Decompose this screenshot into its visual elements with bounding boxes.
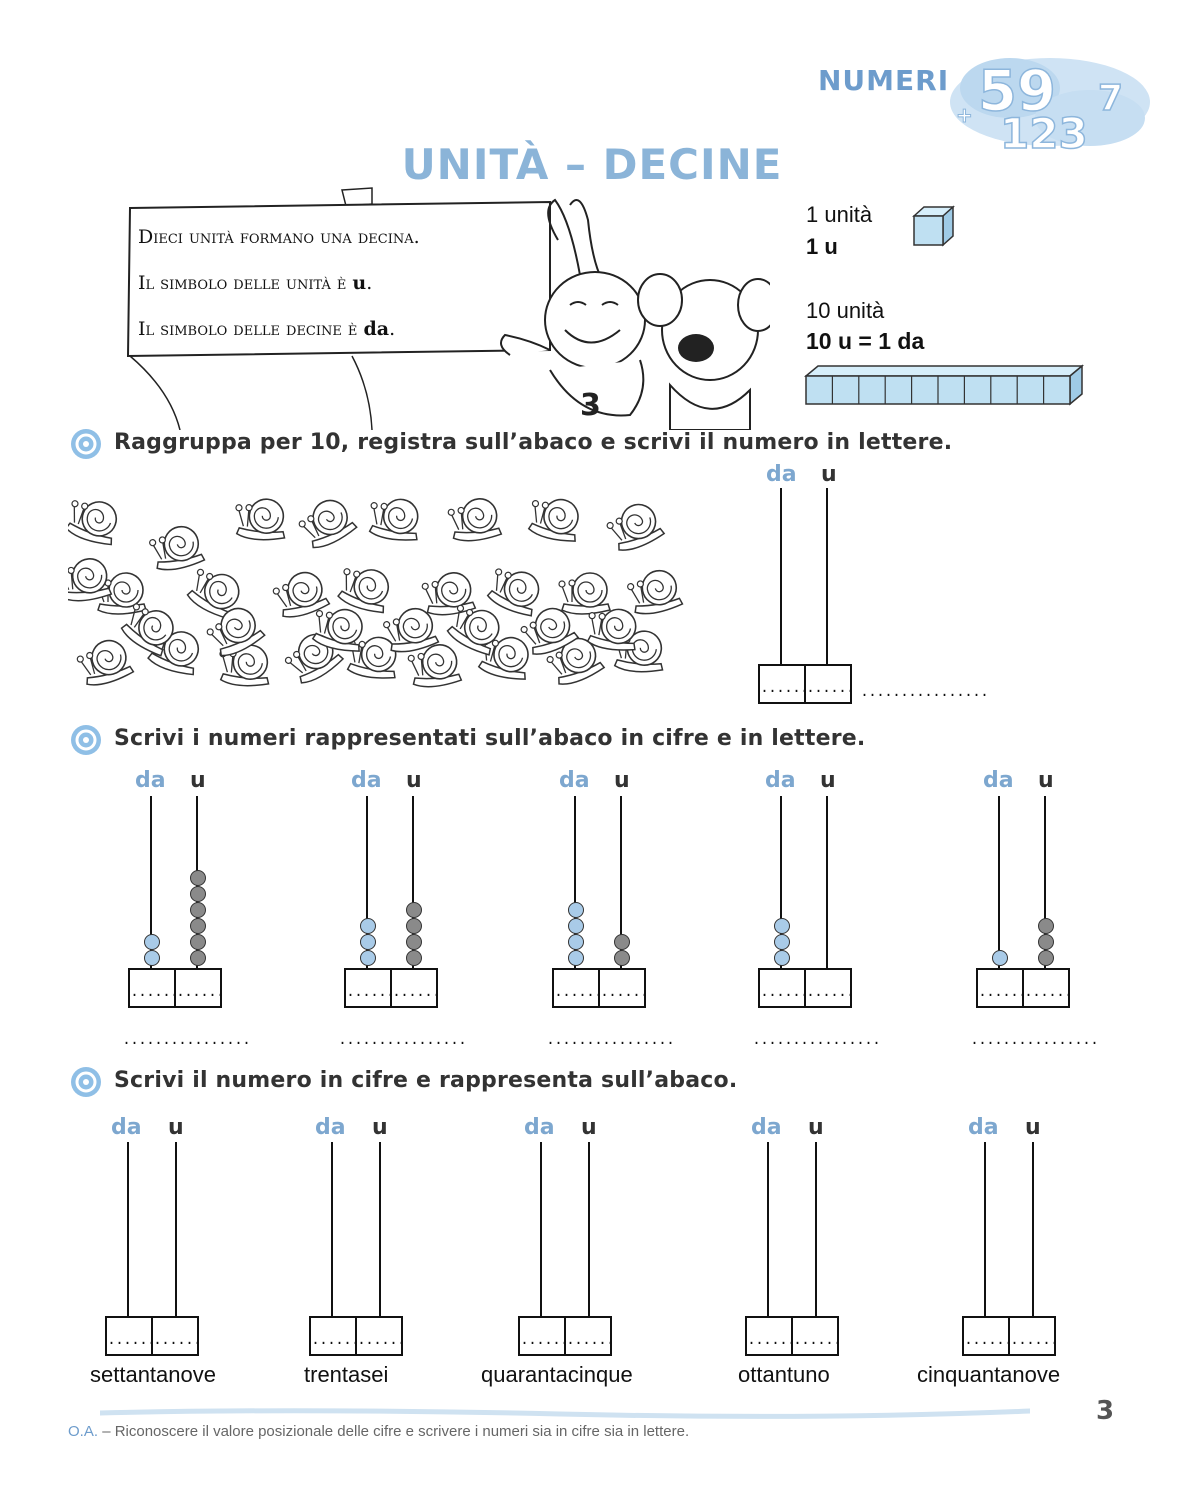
units-bead bbox=[1038, 934, 1054, 950]
abacus-da-label: da bbox=[559, 768, 590, 793]
exercise-2-bullet-icon bbox=[70, 724, 102, 756]
answer-line[interactable]: ................ bbox=[752, 1032, 881, 1049]
abacus-u-box[interactable]: ...... bbox=[1008, 1316, 1056, 1356]
abacus-u-label: u bbox=[820, 768, 836, 793]
tens-bead bbox=[360, 934, 376, 950]
units-bead bbox=[406, 918, 422, 934]
page-number: 3 bbox=[1096, 1396, 1115, 1426]
snail-icon bbox=[483, 561, 547, 620]
units-bead bbox=[190, 902, 206, 918]
objective-text: – Riconoscere il valore posizionale delle cifre e scrivere i numeri sia in cifre sia in lettere. bbox=[102, 1423, 690, 1440]
units-bead bbox=[1038, 918, 1054, 934]
abacus-da-box[interactable]: ...... bbox=[128, 968, 176, 1008]
sign-line-3: Il simbolo delle decine è da. bbox=[138, 318, 396, 340]
abacus-da-label: da bbox=[968, 1115, 999, 1140]
abacus-da-box[interactable]: ...... bbox=[105, 1316, 153, 1356]
abacus-da-label: da bbox=[135, 768, 166, 793]
snail-icon bbox=[233, 497, 287, 542]
ten-rod-icon bbox=[804, 364, 1086, 408]
abacus-u-label: u bbox=[168, 1115, 184, 1140]
abacus-da-label: da bbox=[766, 462, 797, 487]
one-unit-symbol: 1 u bbox=[806, 234, 838, 259]
abacus-da-rod bbox=[331, 1142, 333, 1316]
abacus-u-box[interactable]: ...... bbox=[390, 968, 438, 1008]
page-title: UNITÀ – DECINE bbox=[401, 140, 783, 189]
snail-icon bbox=[75, 636, 135, 689]
tens-bead bbox=[774, 918, 790, 934]
abacus-u-label: u bbox=[614, 768, 630, 793]
unit-cube-icon bbox=[910, 204, 956, 248]
abacus-u-box[interactable]: ...... bbox=[804, 664, 852, 704]
tens-bead bbox=[774, 950, 790, 966]
number-word: trentasei bbox=[304, 1362, 389, 1387]
units-bead bbox=[406, 902, 422, 918]
learning-objective bbox=[68, 1423, 689, 1440]
ten-units-label: 10 unità bbox=[806, 298, 885, 323]
abacus-da-label: da bbox=[351, 768, 382, 793]
abacus-u-label: u bbox=[372, 1115, 388, 1140]
abacus-da-label: da bbox=[524, 1115, 555, 1140]
abacus-u-box[interactable]: ...... bbox=[151, 1316, 199, 1356]
abacus-u-box[interactable]: ...... bbox=[791, 1316, 839, 1356]
abacus-da-label: da bbox=[315, 1115, 346, 1140]
abacus-u-box[interactable]: ...... bbox=[564, 1316, 612, 1356]
abacus-u-box[interactable]: ...... bbox=[174, 968, 222, 1008]
tens-bead bbox=[568, 934, 584, 950]
oa-label: O.A. bbox=[68, 1423, 99, 1440]
abacus-da-rod bbox=[780, 488, 782, 666]
snail-icon bbox=[525, 492, 585, 545]
snail-icon bbox=[366, 494, 423, 543]
abacus-u-box[interactable]: ...... bbox=[355, 1316, 403, 1356]
snail-icon bbox=[334, 560, 396, 616]
exercise-3-instruction: Scrivi il numero in cifre e rappresenta sull’abaco. bbox=[114, 1068, 738, 1093]
exercise-1-bullet-icon bbox=[70, 428, 102, 460]
abacus-da-rod bbox=[984, 1142, 986, 1316]
snail-icon bbox=[626, 567, 683, 616]
abacus-u-rod bbox=[826, 488, 828, 666]
abacus-u-rod bbox=[815, 1142, 817, 1316]
answer-line[interactable]: ................ bbox=[860, 684, 989, 701]
abacus-u-rod bbox=[379, 1142, 381, 1316]
abacus-u-label: u bbox=[1025, 1115, 1041, 1140]
units-bead bbox=[406, 950, 422, 966]
abacus-u-label: u bbox=[581, 1115, 597, 1140]
abacus-da-rod bbox=[127, 1142, 129, 1316]
units-bead bbox=[190, 870, 206, 886]
tens-bead bbox=[144, 934, 160, 950]
snail-icon bbox=[68, 492, 124, 548]
tens-bead bbox=[774, 934, 790, 950]
abacus-u-box[interactable]: ...... bbox=[804, 968, 852, 1008]
sign-text bbox=[138, 214, 420, 352]
tens-bead bbox=[568, 950, 584, 966]
number-word: ottantuno bbox=[738, 1362, 830, 1387]
abacus-u-label: u bbox=[406, 768, 422, 793]
svg-text:3: 3 bbox=[580, 388, 601, 423]
answer-line[interactable]: ................ bbox=[546, 1032, 675, 1049]
svg-text:59: 59 bbox=[978, 59, 1056, 124]
tens-bead bbox=[360, 918, 376, 934]
tens-bead bbox=[360, 950, 376, 966]
abacus-da-box[interactable]: ...... bbox=[518, 1316, 566, 1356]
abacus-u-rod bbox=[1032, 1142, 1034, 1316]
units-bead bbox=[190, 886, 206, 902]
answer-line[interactable]: ................ bbox=[970, 1032, 1099, 1049]
abacus-da-box[interactable]: ...... bbox=[758, 968, 806, 1008]
exercise-1-instruction: Raggruppa per 10, registra sull’abaco e scrivi il numero in lettere. bbox=[114, 430, 953, 455]
snail-icon bbox=[148, 523, 205, 572]
abacus-da-box[interactable]: ...... bbox=[962, 1316, 1010, 1356]
abacus-da-box[interactable]: ...... bbox=[976, 968, 1024, 1008]
svg-text:7: 7 bbox=[1098, 78, 1124, 119]
abacus-u-rod bbox=[826, 796, 828, 968]
abacus-u-box[interactable]: ...... bbox=[598, 968, 646, 1008]
units-bead bbox=[1038, 950, 1054, 966]
units-bead bbox=[614, 934, 630, 950]
abacus-u-rod bbox=[175, 1142, 177, 1316]
units-bead bbox=[406, 934, 422, 950]
one-unit-label: 1 unità bbox=[806, 202, 873, 227]
snail-icon bbox=[295, 494, 359, 553]
abacus-da-box[interactable]: ...... bbox=[344, 968, 392, 1008]
abacus-u-label: u bbox=[808, 1115, 824, 1140]
abacus-da-rod bbox=[767, 1142, 769, 1316]
abacus-u-rod bbox=[588, 1142, 590, 1316]
abacus-da-label: da bbox=[983, 768, 1014, 793]
number-word: quarantacinque bbox=[481, 1362, 633, 1387]
sign-line-1: Dieci unità formano una decina. bbox=[138, 226, 420, 248]
numbers-cloud-icon bbox=[940, 40, 1155, 155]
number-word: cinquantanove bbox=[917, 1362, 1061, 1387]
abacus-u-label: u bbox=[1038, 768, 1054, 793]
tens-bead bbox=[568, 902, 584, 918]
exercise-3-bullet-icon bbox=[70, 1066, 102, 1098]
abacus-u-label: u bbox=[821, 462, 837, 487]
snail-icon bbox=[559, 573, 610, 614]
snail-icon bbox=[68, 557, 112, 602]
footer-brush-line bbox=[100, 1404, 1030, 1420]
abacus-da-rod bbox=[540, 1142, 542, 1316]
snail-icon bbox=[604, 499, 666, 555]
exercise-2-instruction: Scrivi i numeri rappresentati sull’abaco in cifre e in lettere. bbox=[114, 726, 866, 751]
answer-line[interactable]: ................ bbox=[338, 1032, 467, 1049]
units-bead bbox=[190, 934, 206, 950]
tens-bead bbox=[144, 950, 160, 966]
abacus-u-box[interactable]: ...... bbox=[1022, 968, 1070, 1008]
abacus-da-label: da bbox=[751, 1115, 782, 1140]
abacus-da-box[interactable]: ...... bbox=[309, 1316, 357, 1356]
tens-bead bbox=[992, 950, 1008, 966]
abacus-da-box[interactable]: ...... bbox=[745, 1316, 793, 1356]
abacus-da-box[interactable]: ...... bbox=[552, 968, 600, 1008]
sign-line-2: Il simbolo delle unità è u. bbox=[138, 272, 373, 294]
abacus-da-label: da bbox=[111, 1115, 142, 1140]
abacus-da-box[interactable]: ...... bbox=[758, 664, 806, 704]
abacus-da-rod bbox=[998, 796, 1000, 968]
snails-illustration bbox=[68, 480, 688, 710]
units-bead bbox=[190, 918, 206, 934]
section-label: NUMERI bbox=[818, 64, 950, 97]
ten-units-symbol: 10 u = 1 da bbox=[806, 328, 925, 354]
number-word: settantanove bbox=[90, 1362, 216, 1387]
answer-line[interactable]: ................ bbox=[122, 1032, 251, 1049]
tens-bead bbox=[568, 918, 584, 934]
svg-text:123: 123 bbox=[1000, 109, 1088, 155]
svg-text:+: + bbox=[956, 103, 973, 127]
units-bead bbox=[614, 950, 630, 966]
units-bead bbox=[190, 950, 206, 966]
abacus-da-label: da bbox=[765, 768, 796, 793]
abacus-u-label: u bbox=[190, 768, 206, 793]
snail-icon bbox=[447, 497, 501, 542]
